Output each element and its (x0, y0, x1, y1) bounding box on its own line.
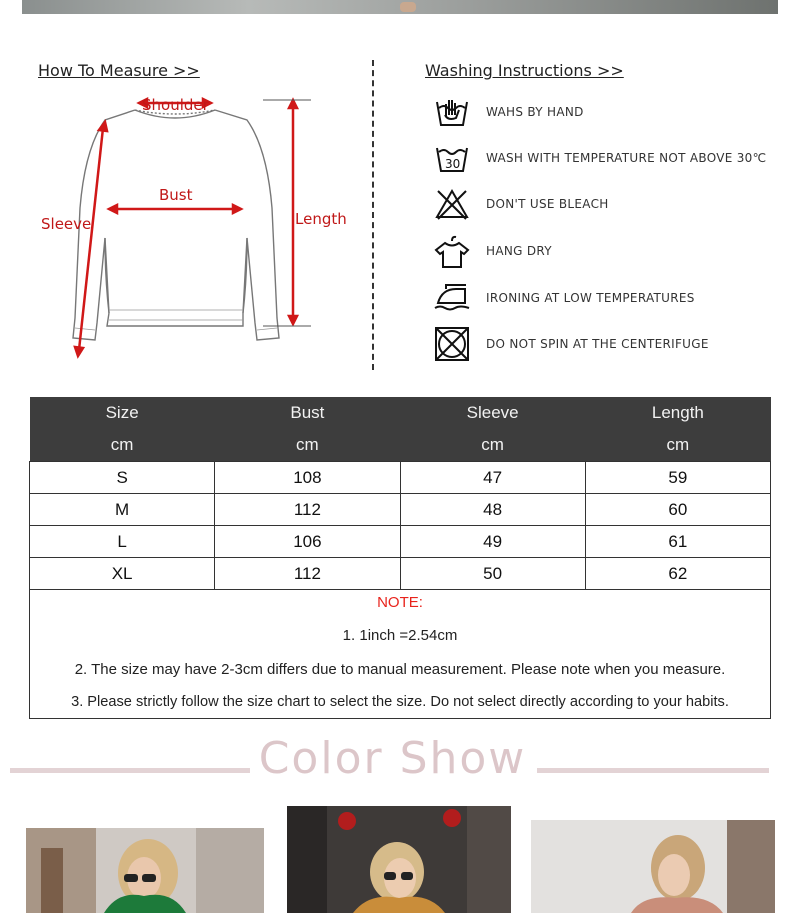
washing-instructions-heading: Washing Instructions >> (425, 61, 624, 80)
bust-cell: 108 (215, 462, 400, 494)
wash-label: WASH WITH TEMPERATURE NOT ABOVE 30℃ (486, 151, 767, 165)
product-photo-mustard[interactable] (287, 806, 511, 913)
notes-box (29, 590, 771, 719)
unit-cell: cm (30, 429, 215, 462)
wash-label: DON'T USE BLEACH (486, 197, 609, 211)
no-bleach-icon (430, 184, 474, 224)
unit-cell: cm (215, 429, 400, 462)
size-table (29, 397, 771, 590)
color-show-banner (0, 733, 800, 783)
table-row (30, 494, 771, 526)
table-row (30, 526, 771, 558)
sleeve-cell: 49 (400, 526, 585, 558)
header-length: Length (585, 397, 770, 429)
wash-row-bleach (430, 184, 609, 224)
wash-label: HANG DRY (486, 244, 552, 258)
sleeve-cell: 48 (400, 494, 585, 526)
product-photo-green[interactable] (26, 828, 264, 913)
bust-cell: 106 (215, 526, 400, 558)
size-cell: M (30, 494, 215, 526)
sleeve-cell: 50 (400, 558, 585, 590)
bust-cell: 112 (215, 558, 400, 590)
wash-label: WAHS BY HAND (486, 105, 584, 119)
header-bust: Bust (215, 397, 400, 429)
shoulder-label: Shoulder (142, 96, 209, 114)
hand-wash-icon (430, 92, 474, 132)
table-row (30, 462, 771, 494)
length-label: Length (295, 210, 347, 228)
wash-row-spin (430, 324, 709, 364)
wash-label: DO NOT SPIN AT THE CENTERIFUGE (486, 337, 709, 351)
hang-dry-icon (430, 231, 474, 271)
table-unit-row (30, 429, 771, 462)
bust-cell: 112 (215, 494, 400, 526)
sleeve-label: Sleeve (41, 215, 92, 233)
wash-30-icon (430, 138, 474, 178)
unit-cell: cm (585, 429, 770, 462)
wash-row-hand (430, 92, 584, 132)
color-show-left-line (10, 768, 250, 773)
note-line-3: 3. Please strictly follow the size chart to select the size. Do not select directly according to your habits. (71, 694, 729, 710)
header-size: Size (30, 397, 215, 429)
size-cell: L (30, 526, 215, 558)
length-cell: 61 (585, 526, 770, 558)
size-cell: S (30, 462, 215, 494)
sweater-diagram (35, 88, 365, 368)
iron-low-icon (430, 278, 474, 318)
sleeve-cell: 47 (400, 462, 585, 494)
no-spin-icon (430, 324, 474, 364)
wash-label: IRONING AT LOW TEMPERATURES (486, 291, 695, 305)
note-line-1: 1. 1inch =2.54cm (342, 627, 458, 644)
length-cell: 60 (585, 494, 770, 526)
header-sleeve: Sleeve (400, 397, 585, 429)
product-photo-pink[interactable] (531, 820, 775, 913)
note-title: NOTE: (377, 594, 423, 611)
wash-temp-number: 30 (445, 157, 461, 171)
size-cell: XL (30, 558, 215, 590)
top-photo-strip (22, 0, 778, 14)
note-line-2: 2. The size may have 2-3cm differs due to manual measurement. Please note when you measure. (74, 661, 726, 678)
how-to-measure-heading: How To Measure >> (38, 61, 200, 80)
color-show-title: Color Show (258, 733, 527, 784)
wash-row-iron (430, 278, 695, 318)
table-row (30, 558, 771, 590)
bust-label: Bust (159, 186, 193, 204)
wash-row-temp (430, 138, 766, 178)
table-header-row (30, 397, 771, 429)
section-divider (372, 60, 374, 370)
wash-row-hang (430, 231, 552, 271)
unit-cell: cm (400, 429, 585, 462)
color-show-right-line (537, 768, 769, 773)
length-cell: 62 (585, 558, 770, 590)
length-cell: 59 (585, 462, 770, 494)
